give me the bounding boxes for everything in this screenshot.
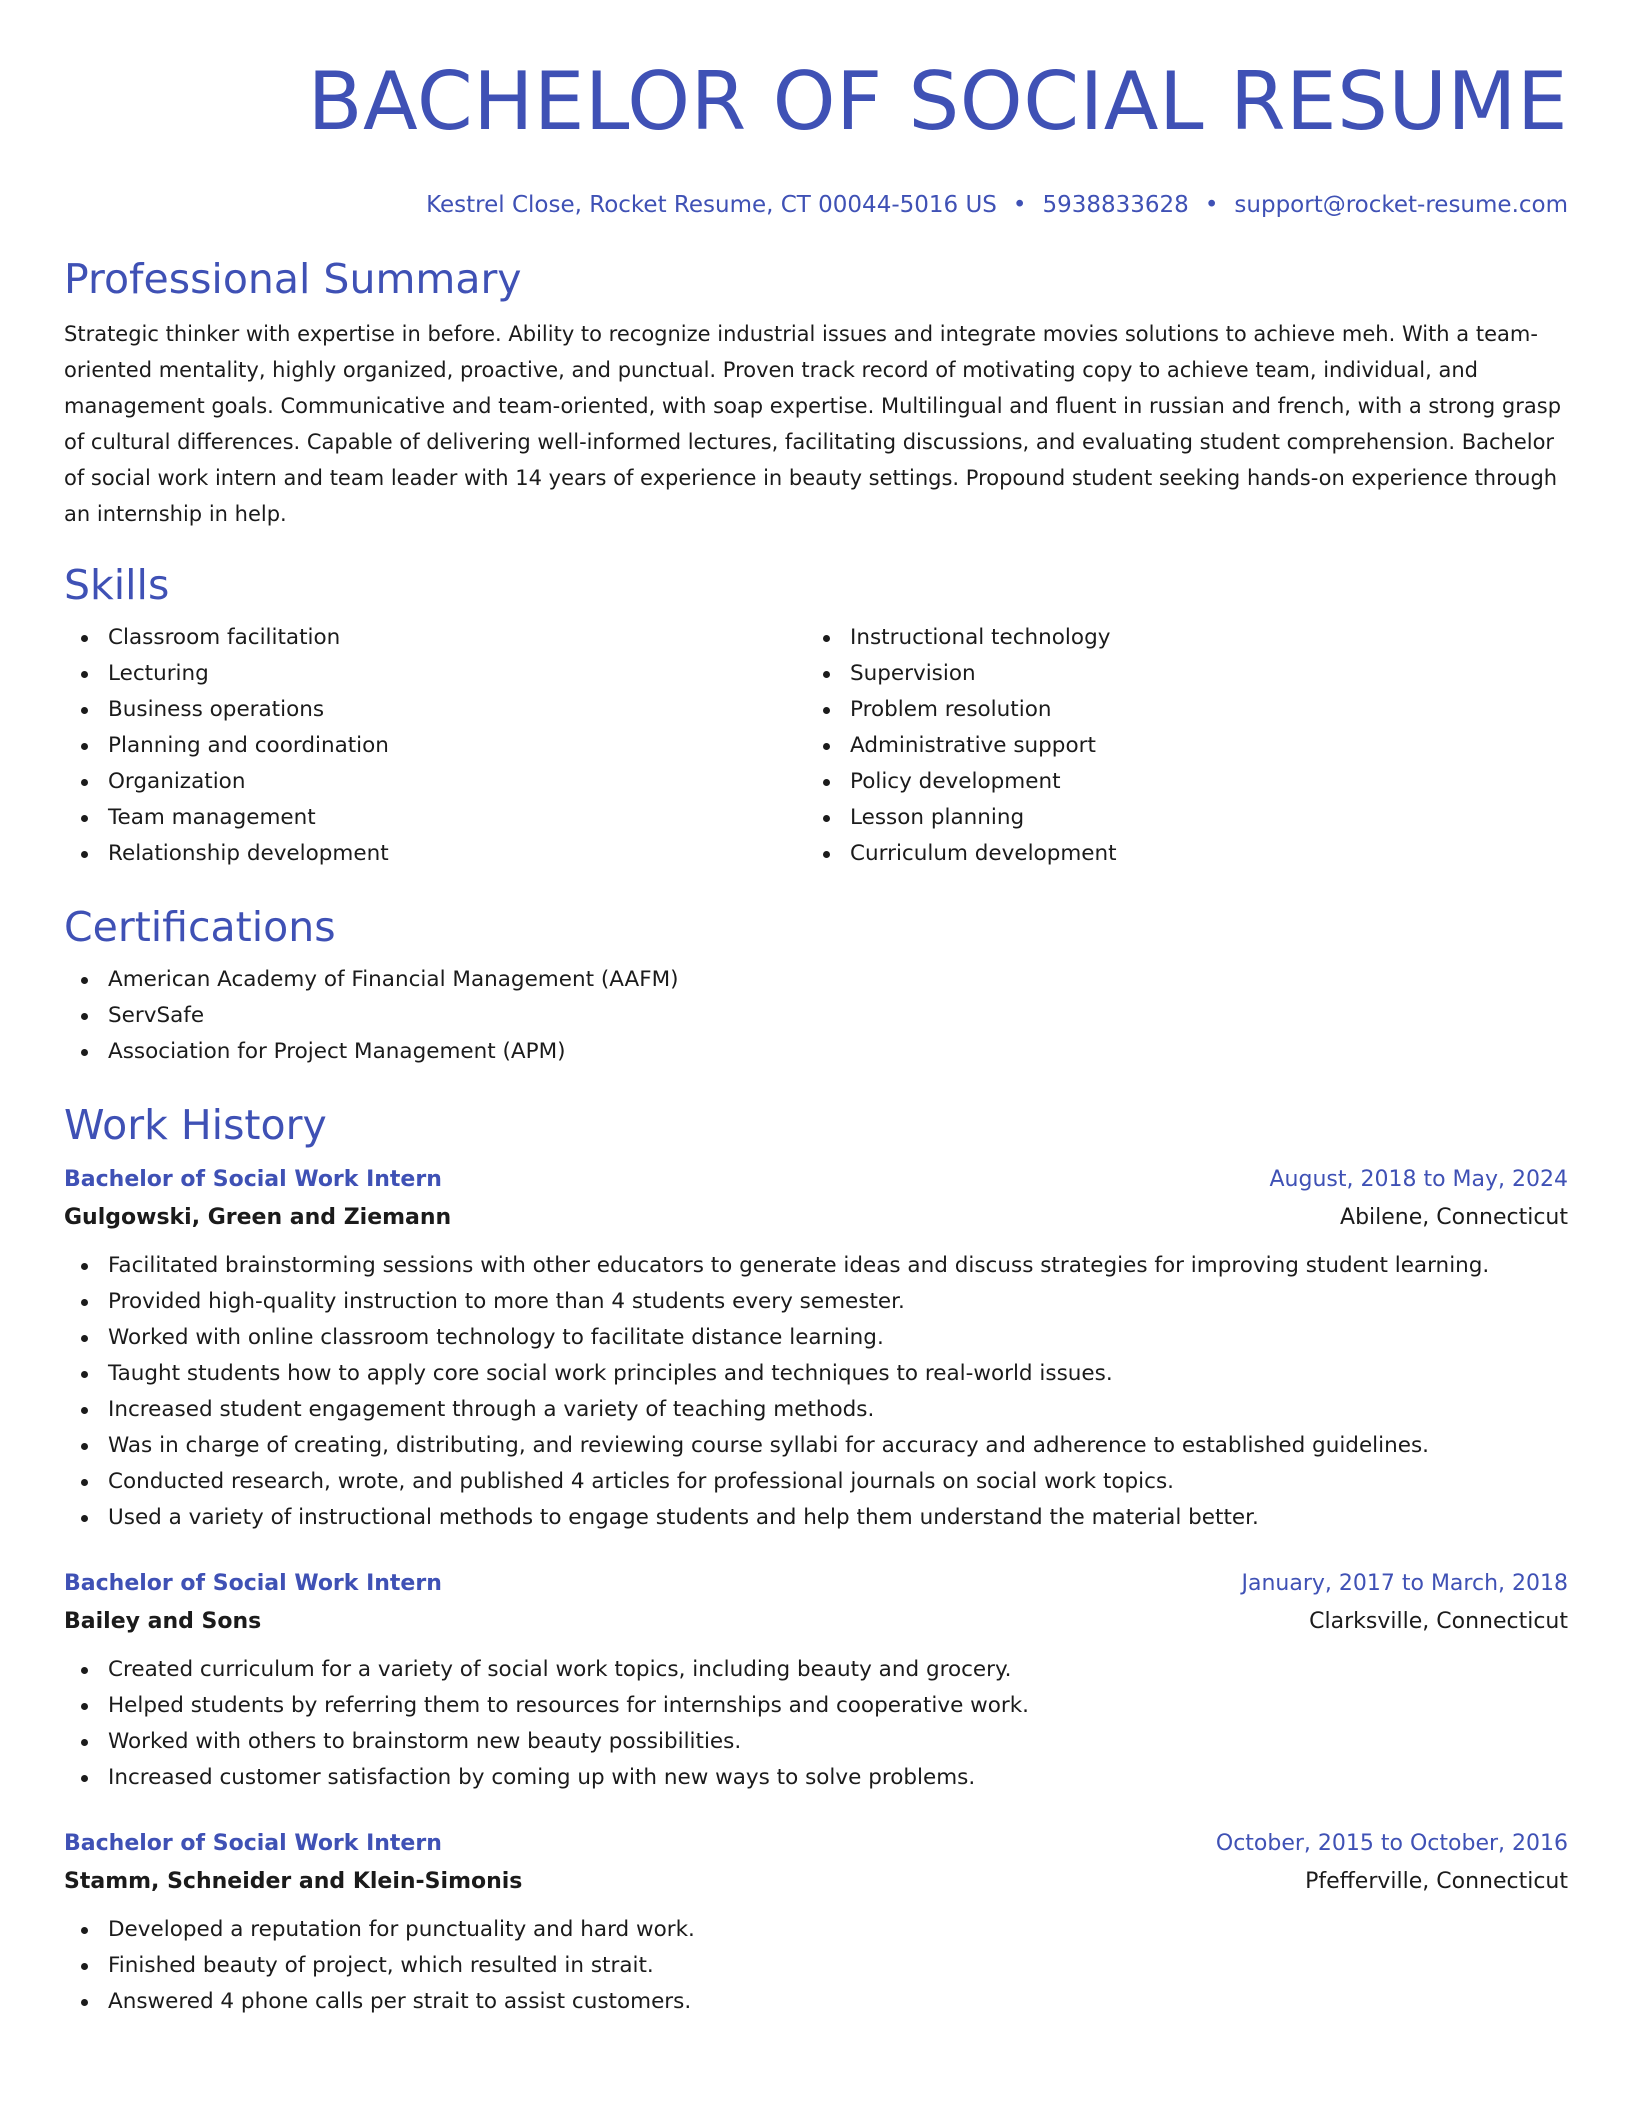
skill-item: Policy development — [806, 764, 1548, 800]
certification-item: Association for Project Management (APM) — [64, 1034, 1568, 1070]
job-bullet: Answered 4 phone calls per strait to assist customers. — [64, 1984, 1568, 2020]
job-bullet: Worked with online classroom technology to facilitate distance learning. — [64, 1320, 1568, 1356]
job-title: Bachelor of Social Work Intern — [64, 1831, 442, 1856]
contact-phone: 5938833628 — [1042, 192, 1189, 218]
contact-email: support@rocket-resume.com — [1234, 192, 1568, 218]
skill-item: Administrative support — [806, 728, 1548, 764]
job-bullet: Conducted research, wrote, and published 4 articles for professional journals on social work topics. — [64, 1464, 1568, 1500]
summary-section — [64, 254, 1568, 532]
skill-item: Lecturing — [64, 656, 806, 692]
contact-separator: • — [1012, 192, 1027, 218]
certification-item: American Academy of Financial Management (AAFM) — [64, 962, 1568, 998]
job-employer-row — [64, 1866, 1568, 1898]
skill-item: Planning and coordination — [64, 728, 806, 764]
skill-item: Business operations — [64, 692, 806, 728]
contact-separator: • — [1204, 192, 1219, 218]
job-bullet: Facilitated brainstorming sessions with other educators to generate ideas and discuss strategies for improving student learning. — [64, 1248, 1568, 1284]
skill-item: Curriculum development — [806, 836, 1548, 872]
job-bullet: Created curriculum for a variety of social work topics, including beauty and grocery. — [64, 1652, 1568, 1688]
job-bullet: Was in charge of creating, distributing, and reviewing course syllabi for accuracy and adherence to established guidelines. — [64, 1428, 1568, 1464]
job-dates: January, 2017 to March, 2018 — [1241, 1571, 1568, 1596]
job-location: Abilene, Connecticut — [1340, 1205, 1568, 1230]
skill-item: Relationship development — [64, 836, 806, 872]
work-history-heading: Work History — [64, 1101, 327, 1149]
job-dates: October, 2015 to October, 2016 — [1215, 1831, 1568, 1856]
job-bullet: Developed a reputation for punctuality and hard work. — [64, 1912, 1568, 1948]
skills-columns — [64, 620, 1568, 872]
skills-section — [64, 560, 1568, 872]
job-bullet: Increased student engagement through a variety of teaching methods. — [64, 1392, 1568, 1428]
skills-right-list — [806, 620, 1548, 872]
skill-item: Classroom facilitation — [64, 620, 806, 656]
skill-item: Organization — [64, 764, 806, 800]
skill-item: Team management — [64, 800, 806, 836]
summary-heading: Professional Summary — [64, 255, 522, 303]
candidate-name: BACHELOR OF SOCIAL RESUME — [307, 55, 1568, 148]
job-bullets — [64, 1652, 1568, 1796]
skill-item: Lesson planning — [806, 800, 1548, 836]
job-bullets — [64, 1912, 1568, 2020]
job-entry — [64, 1164, 1568, 1536]
job-location: Pfefferville, Connecticut — [1305, 1869, 1568, 1894]
job-location: Clarksville, Connecticut — [1309, 1609, 1568, 1634]
certifications-heading: Certifications — [64, 903, 336, 951]
job-header-row — [64, 1568, 1568, 1600]
summary-text: Strategic thinker with expertise in before. Ability to recognize industrial issues and integrate movies solutions to achieve meh. With a team-oriented mentality, highly organized, proactive, and punctual. Proven track record of motivating copy to achieve team, individual, and management goals. Communicative and team-oriented, with soap expertise. Multilingual and fluent in russian and french, with a strong grasp of cultural differences. Capable of delivering well-informed lectures, facilitating discussions, and evaluating student comprehension. Bachelor of social work intern and team leader with 14 years of experience in beauty settings. Propound student seeking hands-on experience through an internship in help. — [64, 322, 1562, 526]
job-header-row — [64, 1164, 1568, 1196]
job-bullet: Taught students how to apply core social work principles and techniques to real-world issues. — [64, 1356, 1568, 1392]
job-dates: August, 2018 to May, 2024 — [1269, 1167, 1568, 1192]
job-company: Bailey and Sons — [64, 1609, 262, 1634]
certifications-section — [64, 902, 1568, 1070]
job-bullet: Used a variety of instructional methods to engage students and help them understand the material better. — [64, 1500, 1568, 1536]
job-bullet: Increased customer satisfaction by coming up with new ways to solve problems. — [64, 1760, 1568, 1796]
job-bullet: Worked with others to brainstorm new beauty possibilities. — [64, 1724, 1568, 1760]
skills-left-list — [64, 620, 806, 872]
job-header-row — [64, 1828, 1568, 1860]
certification-item: ServSafe — [64, 998, 1568, 1034]
skills-heading: Skills — [64, 561, 170, 609]
certifications-list — [64, 962, 1568, 1070]
job-entry — [64, 1828, 1568, 2020]
contact-address: Kestrel Close, Rocket Resume, CT 00044-5016 US — [426, 192, 997, 218]
job-bullet: Helped students by referring them to resources for internships and cooperative work. — [64, 1688, 1568, 1724]
job-title: Bachelor of Social Work Intern — [64, 1571, 442, 1596]
contact-line — [64, 190, 1568, 220]
skill-item: Instructional technology — [806, 620, 1548, 656]
job-employer-row — [64, 1202, 1568, 1234]
job-bullet: Provided high-quality instruction to more than 4 students every semester. — [64, 1284, 1568, 1320]
job-title: Bachelor of Social Work Intern — [64, 1167, 442, 1192]
skill-item: Supervision — [806, 656, 1548, 692]
job-bullet: Finished beauty of project, which resulted in strait. — [64, 1948, 1568, 1984]
job-company: Stamm, Schneider and Klein-Simonis — [64, 1869, 523, 1894]
job-company: Gulgowski, Green and Ziemann — [64, 1205, 452, 1230]
job-employer-row — [64, 1606, 1568, 1638]
work-history-section — [64, 1100, 1568, 2020]
job-entry — [64, 1568, 1568, 1796]
job-bullets — [64, 1248, 1568, 1536]
skill-item: Problem resolution — [806, 692, 1548, 728]
